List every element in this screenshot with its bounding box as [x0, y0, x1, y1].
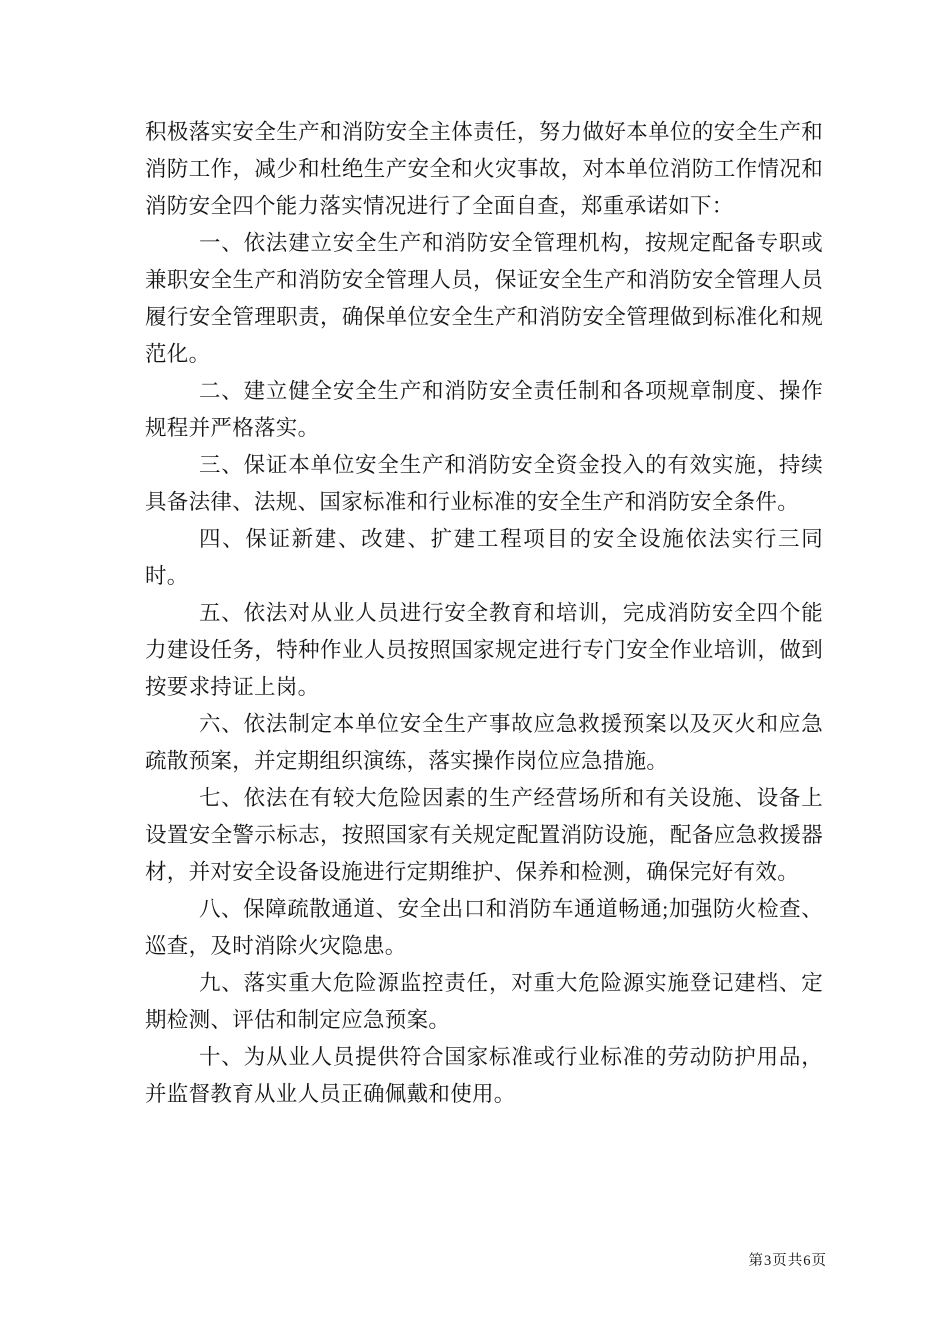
- page-number-footer: 第3页共6页: [748, 1253, 827, 1269]
- paragraph-item-7: 七、依法在有较大危险因素的生产经营场所和有关设施、设备上设置安全警示标志，按照国家有关规定配置消防设施，配备应急救援器材，并对安全设备设施进行定期维护、保养和检测，确保完好有效。: [145, 786, 823, 884]
- paragraph-item-3: 三、保证本单位安全生产和消防安全资金投入的有效实施，持续具备法律、法规、国家标准和行业标准的安全生产和消防安全条件。: [145, 453, 823, 514]
- paragraph-item-8: 八、保障疏散通道、安全出口和消防车通道畅通;加强防火检查、巡查，及时消除火灾隐患。: [145, 897, 823, 958]
- paragraph-item-10: 十、为从业人员提供符合国家标准或行业标准的劳动防护用品，并监督教育从业人员正确佩戴和使用。: [145, 1045, 823, 1106]
- paragraph-continuation: 积极落实安全生产和消防安全主体责任，努力做好本单位的安全生产和消防工作，减少和杜绝生产安全和火灾事故，对本单位消防工作情况和消防安全四个能力落实情况进行了全面自查，郑重承诺如下：: [145, 120, 823, 218]
- paragraph-item-4: 四、保证新建、改建、扩建工程项目的安全设施依法实行三同时。: [145, 527, 823, 588]
- paragraph-item-9: 九、落实重大危险源监控责任，对重大危险源实施登记建档、定期检测、评估和制定应急预案。: [145, 971, 823, 1032]
- document-body: [145, 114, 823, 1113]
- paragraph-item-5: 五、依法对从业人员进行安全教育和培训，完成消防安全四个能力建设任务，特种作业人员按照国家规定进行专门安全作业培训，做到按要求持证上岗。: [145, 601, 823, 699]
- paragraph-item-2: 二、建立健全安全生产和消防安全责任制和各项规章制度、操作规程并严格落实。: [145, 379, 823, 440]
- paragraph-item-1: 一、依法建立安全生产和消防安全管理机构，按规定配备专职或兼职安全生产和消防安全管理人员，保证安全生产和消防安全管理人员履行安全管理职责，确保单位安全生产和消防安全管理做到标准化和规范化。: [145, 231, 823, 366]
- paragraph-item-6: 六、依法制定本单位安全生产事故应急救援预案以及灭火和应急疏散预案，并定期组织演练，落实操作岗位应急措施。: [145, 712, 823, 773]
